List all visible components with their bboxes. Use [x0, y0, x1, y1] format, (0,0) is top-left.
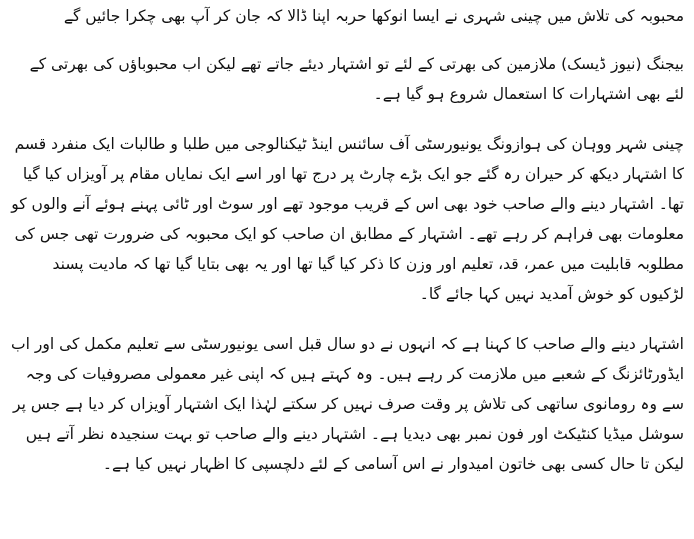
article-paragraph-1: بیجنگ (نیوز ڈیسک) ملازمین کی بھرتی کے لئے تو اشتہار دیئے جاتے تھے لیکن اب محبوباؤں کی بھرتی کے لئے بھی اشتہارات کا استعمال شروع ہو گیا ہے۔ — [29, 55, 684, 103]
article-title: محبوبہ کی تلاش میں چینی شہری نے ایسا انوکھا حربہ اپنا ڈالا کہ جان کر آپ بھی چکرا جائیں گے — [63, 7, 684, 25]
article-paragraph-3: اشتہار دینے والے صاحب کا کہنا ہے کہ انہوں نے دو سال قبل اسی یونیورسٹی سے تعلیم مکمل کی اور اب ایڈورٹائزنگ کے شعبے میں ملازمت کر رہے ہیں۔ وہ کہتے ہیں کہ اپنی غیر معمولی مصروفیات کی وجہ سے وہ رومانوی ساتھی کی تلاش پر وقت صرف نہیں کر سکتے لہٰذا ایک اشتہار آویزاں کر دیا ہے جس پر سوشل میڈیا کنٹیکٹ اور فون نمبر بھی دیدیا ہے۔ اشتہار دینے والے صاحب تو بہت سنجیدہ نظر آتے ہیں لیکن تا حال کسی بھی خاتون امیدوار نے اس آسامی کے لئے دلچسپی کا اظہار نہیں کیا ہے۔ — [11, 335, 684, 473]
article-paragraph-2: چینی شہر ووہان کی ہوازونگ یونیورسٹی آف سائنس اینڈ ٹیکنالوجی میں طلبا و طالبات ایک منفرد قسم کا اشتہار دیکھ کر حیران رہ گئے جو ایک بڑے چارٹ پر درج تھا اور اسے ایک نمایاں مقام پر آویزاں کیا گیا تھا۔ اشتہار دینے والے صاحب خود بھی اس کے قریب موجود تھے اور سوٹ اور ٹائی پہنے ہوئے آنے والوں کو معلومات بھی فراہم کر رہے تھے۔ اشتہار کے مطابق ان صاحب کو ایک محبوبہ کی ضرورت تھی جس کی مطلوبہ قابلیت میں عمر، قد، تعلیم اور وزن کا ذکر کیا گیا تھا اور یہ بھی بتایا گیا تھا کہ مادیت پسند لڑکیوں کو خوش آمدید نہیں کہا جائے گا۔ — [11, 135, 684, 303]
